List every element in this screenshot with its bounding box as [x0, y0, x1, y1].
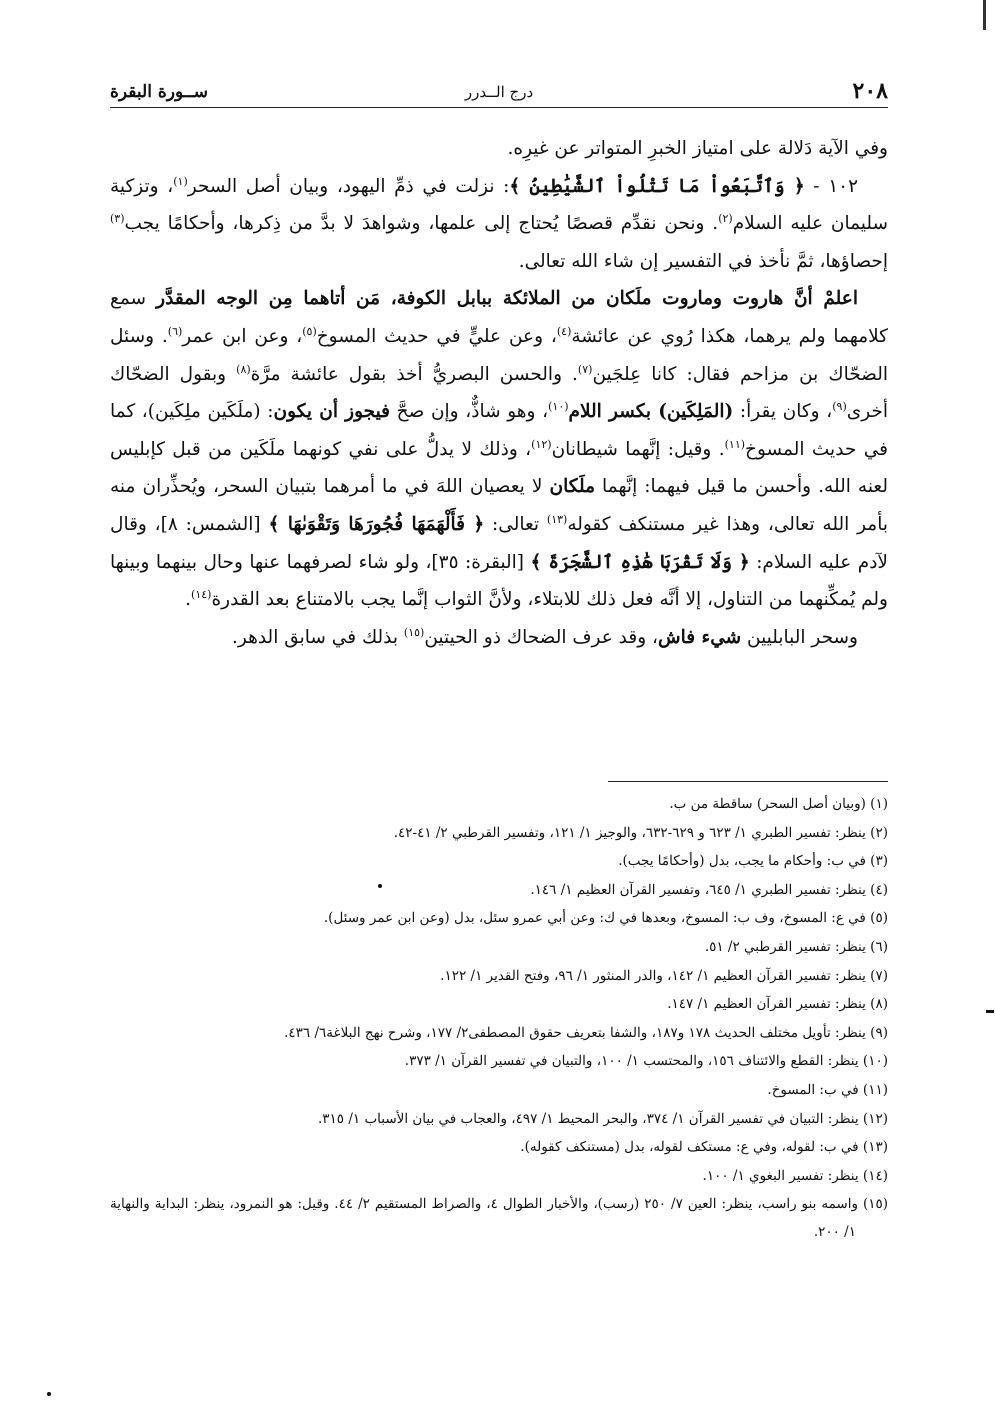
text-run: ، وعن عليٍّ في حديث المسوخ	[316, 325, 557, 347]
footnote-ref: (١٤)	[191, 587, 212, 601]
footnote-ref: (٩)	[832, 400, 847, 413]
text-run: ، وقد عرف الضحاك ذو الحيتين	[424, 626, 658, 648]
footnote-ref: (١١)	[724, 437, 746, 451]
footnote-separator	[608, 781, 888, 782]
text-run: . ونحن نقدِّم قصصًا يُحتاج إلى علمها، وشواهدَ لا بدَّ من ذِكرها، وأحكامًا يجب	[124, 213, 719, 235]
text-run: [الشمس: ٨]، وقال لآدم عليه السلام:	[110, 513, 888, 573]
footnote-9: (٩) ينظر: تأويل مختلف الحديث ١٧٨ و١٨٧، والشفا بتعريف حقوق المصطفى٢/ ١٧٧، وشرح نهج البلاغة٦/ ٤٣٦.	[284, 1024, 888, 1041]
scan-mark	[986, 1010, 994, 1013]
footnote-ref: (١٠)	[548, 400, 569, 413]
footnote-ref: (٢)	[718, 212, 733, 226]
scan-speck	[47, 1392, 51, 1396]
footnote-ref: (١٥)	[403, 625, 425, 639]
text-run: . وقيل: إنَّهما شيطانان	[551, 438, 725, 460]
text-run: . والحسن البصريُّ أخذ بقول عائشة مرَّة	[250, 363, 578, 385]
text-run: سمع كلامهما ولم يرهما، هكذا رُوي عن عائشة	[110, 288, 888, 347]
page-number: ٢٠٨	[852, 78, 888, 104]
paragraph-harut-marut	[110, 280, 888, 618]
scan-mark	[983, 0, 986, 30]
footnote-15: (١٥) واسمه بنو راسب، ينظر: العين ٧/ ٢٥٠ (رسب)، والأخبار الطوال ٤، والصراط المستقيم ٢/ ٤٤. وقيل: هو النمرود، ينظر: البداية والنهاية ١/ ٢٠٠.	[110, 1196, 889, 1241]
paragraph-intro: وفي الآية دَلالة على امتياز الخبرِ المتواتر عن غيرِه.	[507, 138, 888, 159]
footnotes	[110, 790, 888, 1246]
footnote-ref: (٤)	[556, 324, 572, 338]
quran-quote: ﴿ وَلَا تَقْرَبَا هَٰذِهِ ٱلشَّجَرَةَ ﴾	[530, 551, 750, 573]
text-run: ، وتزكية سليمان عليه السلام	[110, 175, 888, 235]
text-run: ، وهو شاذٌّ، وإن صحَّ	[390, 401, 549, 423]
footnote-10: (١٠) ينظر: القطع والائتناف ١٥٦، والمحتسب ١/ ١٠٠، والتبيان في تفسير القرآن ١/ ٣٧٣.	[404, 1053, 888, 1070]
footnote-13: (١٣) في ب: لقوله، وفي ع: مستكف لقوله، بدل (مستنكف كقوله).	[520, 1139, 888, 1156]
footnote-ref: (٣)	[110, 212, 125, 226]
footnote-8: (٨) ينظر: تفسير القرآن العظيم ١/ ١٤٧.	[667, 996, 888, 1013]
footnote-2: (٢) ينظر: تفسير الطبري ١/ ٦٢٣ و ٦٢٩-٦٣٢، والوجيز ١/ ١٢١، وتفسير القرطبي ٢/ ٤١-٤٢.	[393, 824, 888, 841]
text-run: : نزلت في ذمِّ اليهود، وبيان أصل السحر	[187, 175, 510, 197]
footnote-ref: (٥)	[302, 324, 317, 338]
text-run-bold: فيجوز أن يكون	[273, 401, 391, 423]
text-run: . وسئل الضحّاك بن مزاحم فقال: كانا عِلجَين	[110, 325, 888, 385]
footnote-ref: (١٢)	[531, 437, 552, 451]
surah-title: ســورة البقرة	[110, 82, 208, 102]
footnote-7: (٧) ينظر: تفسير القرآن العظيم ١/ ١٤٢، والدر المنثور ١/ ٩٦، وفتح القدير ١/ ١٢٢.	[440, 967, 888, 984]
footnote-11: (١١) في ب: المسوخ.	[767, 1081, 888, 1098]
footnote-6: (٦) ينظر: تفسير القرطبي ٢/ ٥١.	[704, 938, 888, 955]
text-run: بذلك في سابق الدهر.	[232, 626, 404, 648]
text-run-bold: ملَكان	[549, 476, 595, 498]
text-run: ، وذلك لا يدلُّ على نفي كونهما ملَكَين من قبل كإبليس لعنه الله. وأحسن ما قيل فيهما: إنَّهما	[110, 438, 888, 498]
text-run: ، وكان يقرأ:	[733, 401, 833, 423]
footnote-4: (٤) ينظر: تفسير الطبري ١/ ٦٤٥، وتفسير القرآن العظيم ١/ ١٤٦.	[530, 881, 888, 898]
text-run: وسحر البابليين	[741, 626, 858, 648]
footnote-ref: (٧)	[577, 362, 593, 376]
footnote-14: (١٤) ينظر: تفسير البغوي ١/ ١٠٠.	[702, 1167, 888, 1184]
header-rule	[110, 107, 888, 108]
text-run: إحصاؤها، ثمَّ نأخذ في التفسير إن شاء الله تعالى.	[518, 250, 888, 272]
text-run: : (ملَكَين ملِكَين)، كما في حديث المسوخ	[110, 401, 888, 460]
text-run-bold: (المَلِكَين) بكسر اللام	[568, 401, 734, 423]
footnote-ref: (١٣)	[546, 512, 568, 526]
text-run: لا يعصيان اللهَ في ما أمرهما بتبيان السحر، ويُحذِّران منه بأمر الله تعالى، وهذا غير مستنكف كقوله	[110, 476, 888, 535]
footnote-ref: (١)	[173, 174, 188, 188]
quran-quote: ﴿ وَٱتَّبَعُواْ مَا تَتْلُواْ ٱلشَّيَٰطِينُ ﴾	[509, 175, 805, 197]
book-title: درج الــدرر	[464, 83, 534, 101]
text-run: .	[185, 589, 192, 611]
footnote-12: (١٢) ينظر: التبيان في تفسير القرآن ١/ ٣٧٤، والبحر المحيط ١/ ٤٩٧، والعجاب في بيان الأسباب ١/ ٣١٥.	[317, 1110, 888, 1127]
paragraph-babylon	[110, 619, 888, 657]
main-text	[110, 130, 888, 656]
text-run: [البقرة: ٣٥]، ولو شاء لصرفهما عنها وحال بينهما وبينها ولم يُمكِّنهما من التناول، إلا أنَّه فعل ذلك للابتلاء، ولأنَّ الثواب إنَّما يجب بالامتناع بعد القدرة	[110, 551, 888, 611]
footnote-3: (٣) في ب: وأحكام ما يجب، بدل (وأحكامًا يجب).	[618, 853, 888, 870]
page-header	[110, 78, 888, 108]
scan-speck	[378, 884, 382, 888]
footnote-5: (٥) في ع: المسوخ، وف ب: المسوخ، وبعدها في ك: وعن أبي عمرو سئل، بدل (وعن ابن عمر وسئل).	[323, 910, 888, 927]
text-run-bold: شيء فاش	[658, 626, 742, 648]
paragraph-verse-102	[110, 168, 888, 281]
text-run: تعالى:	[484, 513, 547, 535]
footnote-1: (١) (وبيان أصل السحر) ساقطة من ب.	[669, 796, 888, 812]
footnote-ref: (٦)	[167, 324, 183, 338]
footnote-ref: (٨)	[236, 362, 251, 376]
verse-number: ١٠٢ -	[804, 175, 859, 197]
text-run-bold: اعلمْ أنَّ هاروت وماروت ملَكان من الملائكة ببابل الكوفة، مَن أتاهما مِن الوجه المقدَّر	[156, 288, 858, 310]
quran-quote: ﴿ فَأَلْهَمَهَا فُجُورَهَا وَتَقْوَىٰهَا ﴾	[268, 513, 485, 535]
text-run: ، وعن ابن عمر	[182, 325, 303, 347]
text-run: وبقول الضحّاك أخرى	[110, 363, 888, 423]
